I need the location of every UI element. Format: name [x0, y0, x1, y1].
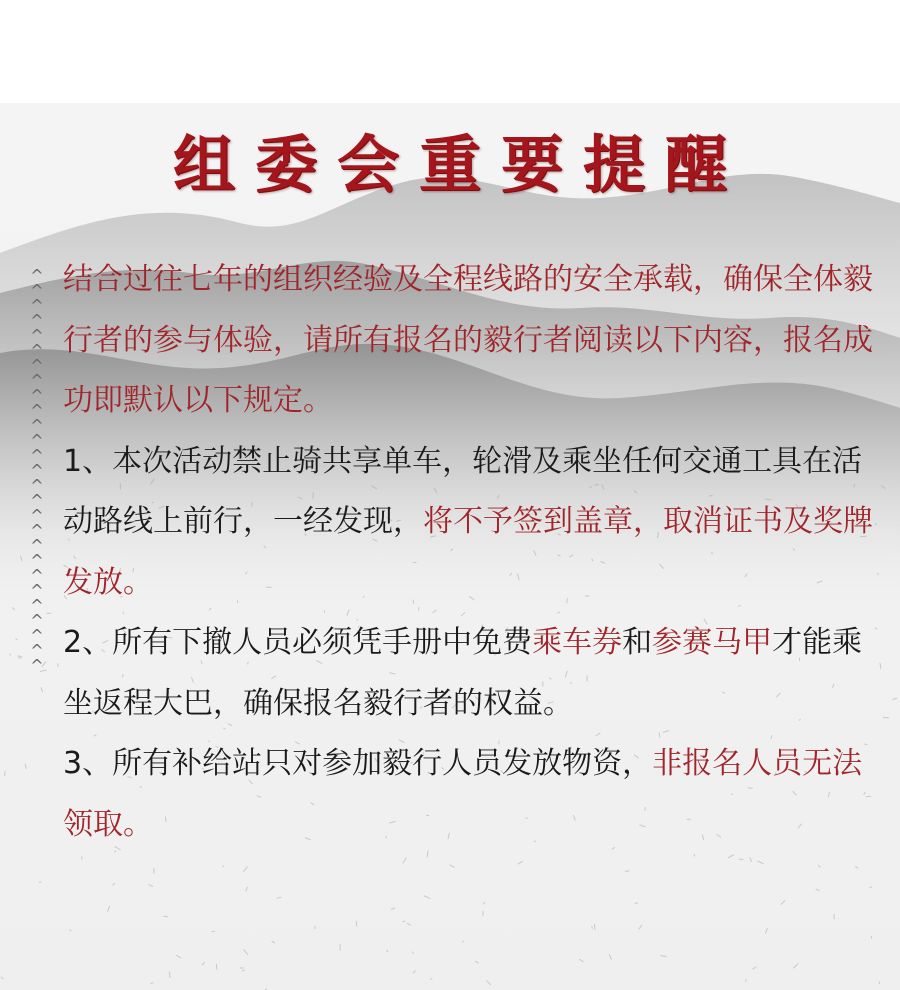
chevron-ornament-icon: ^ [30, 626, 44, 645]
paper-fiber [10, 654, 11, 656]
rule-1-text: 1、本次活动禁止骑共享单车，轮滑及乘坐任何交通工具在活动路线上前行，一经发现， [63, 443, 863, 539]
paper-fiber [170, 972, 171, 979]
notice-poster [0, 103, 900, 990]
rule-1-highlight: 将不予签到盖章，取消证书及奖牌发放。 [63, 504, 873, 600]
chevron-ornament-icon: ^ [30, 521, 44, 540]
rule-2-tail: 才能乘坐返程大巴，确保报名毅行者的权益。 [63, 625, 863, 721]
paper-fiber [5, 771, 6, 776]
chevron-ornament-icon: ^ [30, 326, 44, 345]
paper-fiber [635, 903, 638, 904]
chevron-ornament-icon: ^ [30, 386, 44, 405]
chevron-ornament-icon: ^ [30, 491, 44, 510]
chevron-ornament-icon: ^ [30, 281, 44, 300]
chevron-ornament-icon: ^ [30, 581, 44, 600]
chevron-ornament-icon: ^ [30, 401, 44, 420]
chevron-ornament-icon: ^ [30, 446, 44, 465]
rule-3-highlight: 非报名人员无法领取。 [63, 746, 863, 842]
chevron-ornament-icon: ^ [30, 461, 44, 480]
chevron-ornament-icon: ^ [30, 296, 44, 315]
rule-2-highlight-ticket: 乘车券 [532, 625, 623, 660]
chevron-ornament-column [28, 268, 50, 673]
chevron-ornament-icon: ^ [30, 536, 44, 555]
chevron-ornament-icon: ^ [30, 371, 44, 390]
rule-item-2 [63, 613, 878, 734]
rule-2-text: 2、所有下撤人员必须凭手册中免费 [63, 625, 533, 660]
chevron-ornament-icon: ^ [30, 506, 44, 525]
rule-2-connector: 和 [622, 625, 653, 660]
paper-fiber [592, 926, 593, 929]
rule-2-highlight-vest: 参赛马甲 [652, 625, 773, 660]
chevron-ornament-icon: ^ [30, 551, 44, 570]
chevron-ornament-icon: ^ [30, 641, 44, 660]
paper-fiber [212, 931, 215, 932]
chevron-ornament-icon: ^ [30, 416, 44, 435]
page-title: 组委会重要提醒 [172, 128, 747, 201]
chevron-ornament-icon: ^ [30, 311, 44, 330]
intro-paragraph: 结合过往七年的组织经验及全程线路的安全承载，确保全体毅行者的参与体验，请所有报名的毅行者阅读以下内容，报名成功即默认以下规定。 [63, 262, 873, 418]
chevron-ornament-icon: ^ [30, 656, 44, 675]
rule-item-3 [63, 734, 878, 855]
chevron-ornament-icon: ^ [30, 611, 44, 630]
rule-3-text: 3、所有补给站只对参加毅行人员发放物资， [63, 746, 653, 781]
chevron-ornament-icon: ^ [30, 566, 44, 585]
chevron-ornament-icon: ^ [30, 356, 44, 375]
chevron-ornament-icon: ^ [30, 596, 44, 615]
chevron-ornament-icon: ^ [30, 266, 44, 285]
chevron-ornament-icon: ^ [30, 341, 44, 360]
chevron-ornament-icon: ^ [30, 476, 44, 495]
chevron-ornament-icon: ^ [30, 431, 44, 450]
notice-body [63, 250, 878, 855]
rule-item-1 [63, 432, 878, 614]
